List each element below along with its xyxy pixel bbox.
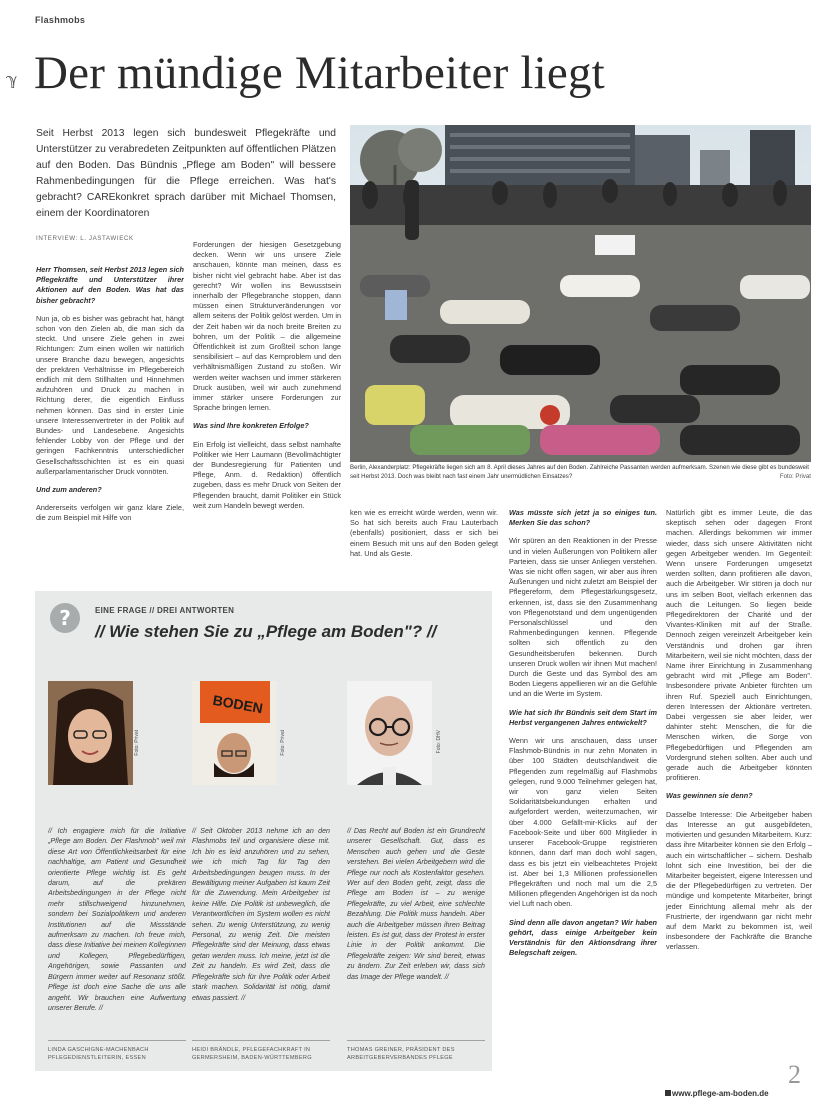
respondent-name: HEIDI BRÄNDLE, PFLEGEFACHKRAFT IN <box>192 1047 311 1053</box>
portrait-upside-down-icon <box>192 681 277 785</box>
respondent-2-quote: // Seit Oktober 2013 nehme ich an den Flashmobs teil und organisiere diese mit. Ich bin es leid anzuhören und zu sehen, wie ich mich Tag für Tag den Arbeitsbedingungen beugen muss. In der Bewältigung meiner Aufgaben ist kaum Zeit für die Zuwendung. Mein Arbeitgeber ist keine Hilfe. Die Politik ist unbeweglich, die Verantwortlichen im System wollen es nicht sehen. Zu wenig Unterstützung, zu wenig Personal, zu wenig Zeit. Die meisten Pflegekräfte sind der Meinung, dass etwas getan werden muss. Ich meine, jetzt ist die Zeit zu handeln. Es wird Zeit, dass die Pflegekräfte sich für ihre Politik oder Arbeit stark machen. Solidarität ist nötig, damit etwas passiert. // <box>192 827 330 1002</box>
respondent-2-photo <box>192 681 277 785</box>
headline: Der mündige Mitarbeiter liegt <box>34 47 605 99</box>
respondent-1-quote: // Ich engagiere mich für die Initiative „Pflege am Boden. Der Flashmob" weil mir diese Art von Öffentlichkeitsarbeit für eine nachhaltige, am Patient und Gesundheit orientierte Pflege wichtig ist. Es geht darum, auf die prekären Arbeitsbedingungen in der Pflege nicht mehr stillschweigend hinzunehmen, sondern bei Sozialpolitikern und anderen Institutionen auf die Missstände aufmerksam zu machen. Ich freue mich, dass diese Initiative bei meinen Kolleginnen und Kollegen, Pflegebedürftigen, Angehörigen, sowie Passanten und Bürgern immer weiter auf Resonanz stößt. Pflege ist doch eine Sache die uns alle angeht. Wir brauchen eine Aufwertung unserer Berufe. // <box>48 827 186 1012</box>
article-column-3a <box>350 508 498 588</box>
answer: Andererseits verfolgen wir ganz klare Ziele, die zum Beispiel mit Hilfe von <box>36 503 184 523</box>
respondent-role: PFLEGEDIENSTLEITERIN, ESSEN <box>48 1055 146 1061</box>
answer: Dasselbe Interesse: Die Arbeitgeber haben das Interesse an gut ausgebildeten, motivierten und gesunden Mitarbeitern. Kurz: dass ihre Mitarbeiter können sie den Erfolg – auch ein wirtschaftlicher – sichern. Deshalb lohnt sich eine Investition, bei der die Mitarbeiter begeistert, eigene Interessen und die der Pflegebedürftigen zu vertreten. Der mündige und kompetente Mitarbeiter, bringt jeder Einrichtung allemal mehr als der Frustrierte, der irgendwann gar nicht mehr auf dem Markt zu bekommen ist, weil insbesondere der Fachkräfte die Branche verlassen. <box>666 809 812 952</box>
respondent-role: GERMERSHEIM, BADEN-WÜRTTEMBERG <box>192 1055 312 1061</box>
question-mark-icon: ? <box>50 603 80 633</box>
answer: Wir spüren an den Reaktionen in der Presse und in vielen Äußerungen von Politikern aller Parteien, dass sie unser Anliegen verstehen. Was sie nicht offen sagen, wir aber aus ihren Äußerungen und nicht zuletzt am Beispiel der Pflegereform, dem Pflegestärkungsgesetz, erkennen, ist, dass sie den Zusammenhang von Pflegenotstand und dem ungenügenden Personalschlüssel und den Rahmenbedingungen kennen. Pflegende sollten sich öffentlich zu den Gesundheitsberufen bekennen. Durch unseren Druck wollen wir ihnen Mut machen! Durch die Geste und das Symbol des am Boden Liegens appellieren wir an die Gefühle und an die Werte im System. <box>509 536 657 699</box>
answer: Forderungen der hiesigen Gesetzgebung decken. Wenn wir uns unsere Ziele anschauen, könnte man meinen, dass es bisher nicht viel gebracht habe. Aber ist das gerecht? Wir wollen ins Bewusstsein innerhalb der Pflegebranche stoppen, dann müssen einen Strukturveränderungen vor allem seitens der Politik gelöst werden. Um in der Zeit haben wir da noch breite Breiten zu bohren, um der Politik – die allgemeine Öffentlichkeit ist zum Großteil schon lange sensibilisiert – auf das Kernproblem und den verhältnismäßigen Zustand zu stoßen. Wir werden weiter wachsen und immer stärkeren Druck ausüben, weil wir auch zunehmend immer stärker unsere Forderungen zur Sprache bringen lernen. <box>193 240 341 413</box>
sign-lettering: BODEN <box>211 691 265 717</box>
question: Was sind Ihre konkreten Erfolge? <box>193 421 309 431</box>
protest-photo-illustration <box>350 125 811 462</box>
corner-mark: ℽ <box>6 70 18 89</box>
photo-caption-text: Berlin, Alexanderplatz: Pflegekräfte liegen sich am 8. April dieses Jahres auf den Boden. Zahlreiche Passanten werden aufmerksam. Szenen wie diese gibt es bundesweit seit Herbst 2013. Doch was bleibt nach fast einem Jahr unermüdlichen Einsatzes? <box>350 464 809 480</box>
page-number: 2 <box>788 1060 801 1089</box>
photo-credit: Foto: Privat <box>779 473 811 480</box>
divider <box>192 1040 330 1041</box>
website-link[interactable]: www.pflege-am-boden.de <box>672 1089 769 1098</box>
photo-credit-1: Foto: Privat <box>134 730 140 756</box>
answer: Nun ja, ob es bisher was gebracht hat, hängt schon von den Zielen ab, die man sich da steckt. Und unsere Ziele gehen in zwei Richtungen: Zum einen wollen wir natürlich unsere Branche dazu bewegen, angesichts der prekären Verhältnisse im Pflegebereich endlich mit dem Stillhalten und Hinnehmen aufzuhören und Druck zu machen in Richtung derer, die eigentlich Einfluss nehmen können. Das sind in erster Linie unsere Interessenvertreter in der Politik auf Bundes- und Landesebene. Angesichts fehlender Lobby von der Pflege und der geringen Fachkenntnis unterschiedlicher Gesellschaftsschichten ist es ein quasi außerparlamentarischer Druck vonnöten. <box>36 313 184 476</box>
article-column-3 <box>509 508 657 1088</box>
answer: Ein Erfolg ist vielleicht, dass selbst namhafte Politiker wie Herr Laumann (Bevollmächtigter der Bundesregierung für Patienten und Pflege, Anm. d. Redaktion) öffentlich zugeben, dass es mehr Druck von Seiten der Pflegenden braucht, damit Politiker ein Stück weit zum Handeln bewegt werden. <box>193 439 341 510</box>
answer: Natürlich gibt es immer Leute, die das skeptisch sehen oder dagegen Front machen. Allerdings bekommen wir immer wieder, dass sich unsere Aktivitäten nicht gegen Arbeitgeber wenden. Im Gegenteil: Wenn unsere Forderungen umgesetzt werden sollten, dann profitieren alle davon, auch die Arbeitgeber. Wir stören ja doch nur uns im selben Boot, vielfach erkennen das auch die Leitungen. So liegen beide Pflegedirektoren der Charité und der Vivantes-Kliniken mit auf der Straße. Dennoch zeigen vereinzelt Arbeitgeber kein Verständnis und drohen gar ihren Mitarbeitern, weil sie nicht möchten, dass der Name ihrer Einrichtung in Zusammenhang gebracht wird mit „Pflege am Boden". Insbesondere private Anbieter fürchten um ihren Ruf. Speziell auch Einrichtungen, deren Interessen der Aktionäre vertreten. Dabei vergessen sie aber leider, wer dahinter steht: Menschen, die für die Menschen wirken, die Sorge von Pflegebedürftigen und Pflegenden am Vordergrund stehen sollten. Aber auch und gerade auch die Arbeitgeber könnten profitieren. <box>666 508 812 783</box>
portrait-woman-icon <box>48 681 133 785</box>
photo-credit-2: Foto: Privat <box>280 730 286 756</box>
respondent-name: LINDA GASCHIGNE-MACHENBACH <box>48 1047 149 1053</box>
square-bullet-icon <box>665 1090 671 1096</box>
question: Was gewinnen sie denn? <box>666 791 753 801</box>
protest-photo <box>350 125 811 462</box>
respondent-1-signature <box>48 1046 188 1062</box>
respondent-1-photo <box>48 681 133 785</box>
divider <box>48 1040 186 1041</box>
question: Was müsste sich jetzt ja so einiges tun. Merken Sie das schon? <box>509 508 657 528</box>
article-column-4 <box>666 508 812 1078</box>
box-title: // Wie stehen Sie zu „Pflege am Boden"? // <box>95 622 437 641</box>
respondent-3-photo <box>347 681 432 785</box>
portrait-man-icon <box>347 681 432 785</box>
photo-credit-3: Foto: DHV <box>436 730 442 754</box>
section-label: Flashmobs <box>35 15 86 25</box>
box-kicker: EINE FRAGE // DREI ANTWORTEN <box>95 606 235 615</box>
answer: ken wie es erreicht würde werden, wenn wir. So hat sich bereits auch Frau Lauterbach (ebenfalls) positioniert, dass er sich bei einem Besuch mit uns auf den Boden gelegt hat. Und als Geste. <box>350 508 498 558</box>
question: Und zum anderen? <box>36 485 102 495</box>
divider <box>347 1040 485 1041</box>
question: Wie hat sich Ihr Bündnis seit dem Start im Herbst vergangenen Jahres entwickelt? <box>509 707 657 727</box>
respondent-2-signature <box>192 1046 332 1062</box>
lead-paragraph: Seit Herbst 2013 legen sich bundesweit Pflegekräfte und Unterstützer zu verabredeten Zeitpunkten auf öffentlichen Plätzen auf den Boden. Das Bündnis „Pflege am Boden" will bessere Rahmenbedingungen für die Pflege erreichen. Was hat's gebracht? CAREkonkret sprach darüber mit Michael Thomsen, einem der Koordinatoren <box>36 128 336 219</box>
question: Herr Thomsen, seit Herbst 2013 legen sich Pflegekräfte und Unterstützer ihrer Aktionen auf den Boden. Was hat das bisher gebracht? <box>36 265 184 305</box>
respondent-role: ARBEITGEBERVERBANDES PFLEGE <box>347 1055 453 1061</box>
article-column-2 <box>193 240 341 585</box>
respondent-3-signature <box>347 1046 487 1062</box>
question: Sind denn alle davon angetan? Wir haben gehört, dass einige Arbeitgeber kein Verständnis für den Aktionsdrang ihrer Belegschaft zeigen. <box>509 917 657 958</box>
byline: INTERVIEW: L. JASTAWIECK <box>36 235 134 242</box>
photo-caption <box>350 463 811 481</box>
article-column-1 <box>36 265 184 585</box>
respondent-3-quote: // Das Recht auf Boden ist ein Grundrecht unserer Gesellschaft. Gut, dass es Menschen auch gehen und die Geste verstehen. Bei vielen Arbeitgebern wird die Pflege nur noch als Kostenfaktor gesehen. Wer auf den Boden geht, zeigt, dass die Pflege am Boden ist – zu wenige Pflegekräfte, zu viel Arbeit, eine schlechte Bezahlung. Die Politik muss handeln. Aber auch die Arbeitgeber müssen ihren Beitrag leisten. Es ist gut, dass der Protest in erster Linie in der Politik ankommt. Die Pflegekräfte zeigen: Wir sind bereit, etwas zu ändern. Zur Zeit erleben wir, dass sich das Image der Pflege wandelt. // <box>347 827 485 981</box>
respondent-name: THOMAS GREINER, PRÄSIDENT DES <box>347 1047 455 1053</box>
answer: Wenn wir uns anschauen, dass unser Flashmob-Bündnis in nur zehn Monaten in über 100 Städten deutschlandweit die Pflegenden zum regelmäßig auf Flashmobs gelegen, rund 9.000 Teilnehmer gelegen hat, wir von ganz vielen Seiten Solidaritätsbekundungen erhalten und aufgefordert werden, weiterzumachen, wir über 4.000 Gefällt-mir-Klicks auf der Facebook-Seite und über 600 Mitglieder in unserer Facebook-Gruppe registrieren können, dann darf man doch wohl sagen, dass es bis jetzt ein vielbeachtetes Projekt ist. Aber bei 1,3 Millionen professionellen Pflegekräften und noch mal um die 2,5 Millionen pflegenden Angehörigen ist da noch viel Luft nach oben. <box>509 736 657 909</box>
